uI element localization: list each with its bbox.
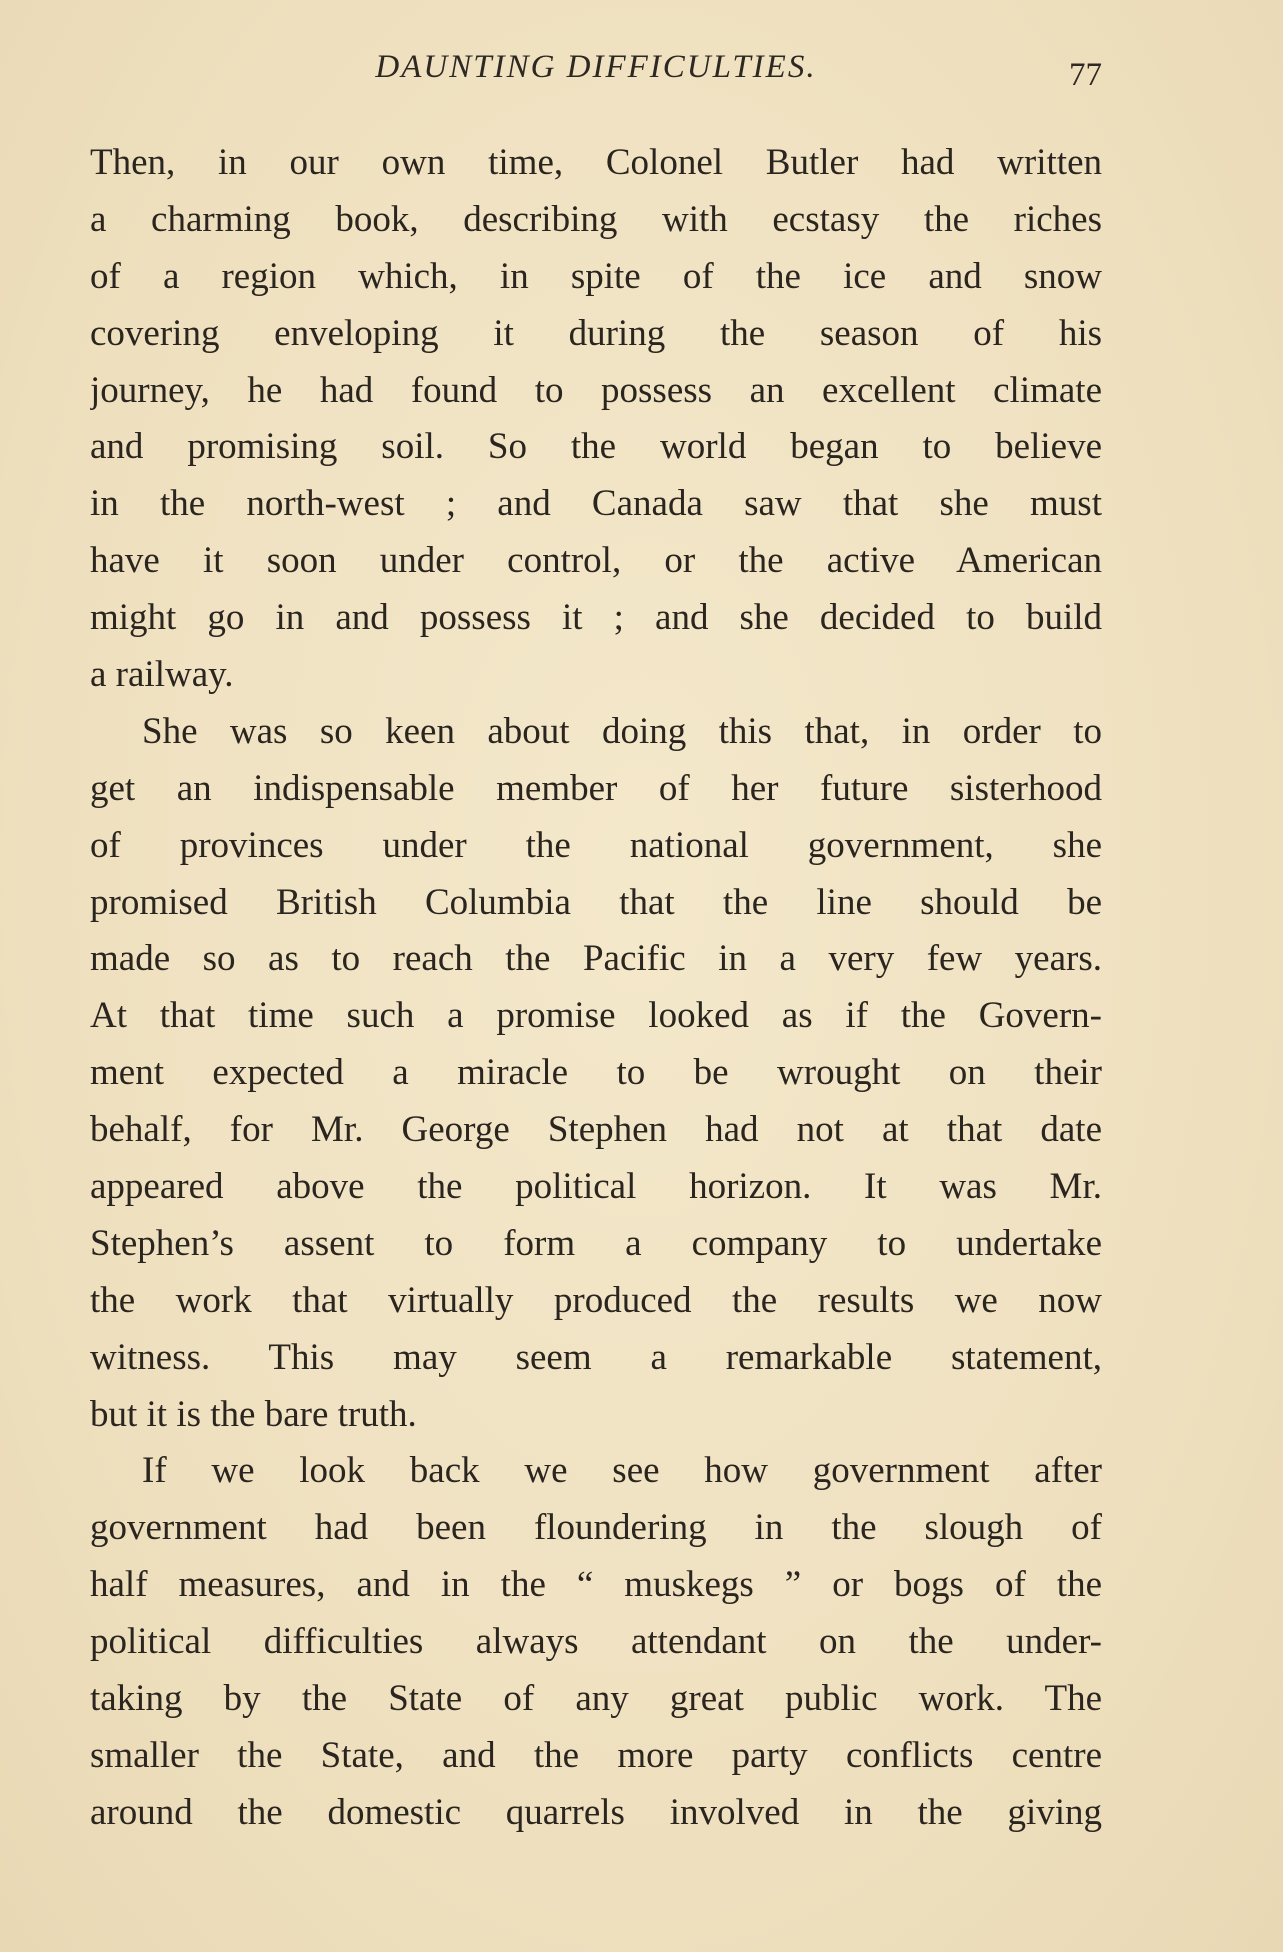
text-line: a charming book, describing with ecstasy the riches xyxy=(90,198,1102,240)
text-line: If we look back we see how government after xyxy=(142,1450,1102,1492)
text-line: promised British Columbia that the line should be xyxy=(90,881,1102,923)
text-line: and promising soil. So the world began to believe xyxy=(90,426,1102,468)
text-line: but it is the bare truth. xyxy=(90,1393,417,1435)
text-line: made so as to reach the Pacific in a very few years. xyxy=(90,938,1102,980)
text-line: taking by the State of any great public work. The xyxy=(90,1678,1102,1720)
text-line: Then, in our own time, Colonel Butler had written xyxy=(90,142,1102,183)
text-line: political difficulties always attendant on the under- xyxy=(90,1621,1102,1663)
text-line: half measures, and in the “ muskegs ” or bogs of the xyxy=(90,1564,1102,1606)
running-head xyxy=(90,42,1102,92)
text-line: have it soon under control, or the active American xyxy=(90,540,1102,582)
text-line: She was so keen about doing this that, in order to xyxy=(142,710,1102,752)
text-line: appeared above the political horizon. It was Mr. xyxy=(90,1166,1102,1208)
text-line: in the north-west ; and Canada saw that she must xyxy=(90,483,1102,525)
page-number: 77 xyxy=(1069,57,1102,93)
text-line: the work that virtually produced the results we now xyxy=(90,1279,1102,1321)
text-line: of a region which, in spite of the ice and snow xyxy=(90,255,1102,297)
text-line: witness. This may seem a remarkable statement, xyxy=(90,1336,1102,1378)
body-text xyxy=(90,135,1102,1842)
text-line: get an indispensable member of her future sisterhood xyxy=(90,767,1102,809)
text-line: Stephen’s assent to form a company to undertake xyxy=(90,1222,1102,1264)
text-line: a railway. xyxy=(90,654,234,696)
text-line: covering enveloping it during the season of his xyxy=(90,312,1102,354)
text-line: government had been floundering in the slough of xyxy=(90,1507,1102,1549)
text-line: behalf, for Mr. George Stephen had not at that date xyxy=(90,1109,1102,1151)
text-line: might go in and possess it ; and she decided to build xyxy=(90,597,1102,639)
text-line: At that time such a promise looked as if the Govern- xyxy=(90,995,1102,1037)
text-line: journey, he had found to possess an excellent climate xyxy=(90,369,1102,411)
text-line: of provinces under the national government, she xyxy=(90,824,1102,866)
text-line: around the domestic quarrels involved in the giving xyxy=(90,1791,1102,1833)
text-line: ment expected a miracle to be wrought on their xyxy=(90,1052,1102,1094)
running-title: DAUNTING DIFFICULTIES. xyxy=(375,49,817,85)
text-line: smaller the State, and the more party conflicts centre xyxy=(90,1734,1102,1776)
